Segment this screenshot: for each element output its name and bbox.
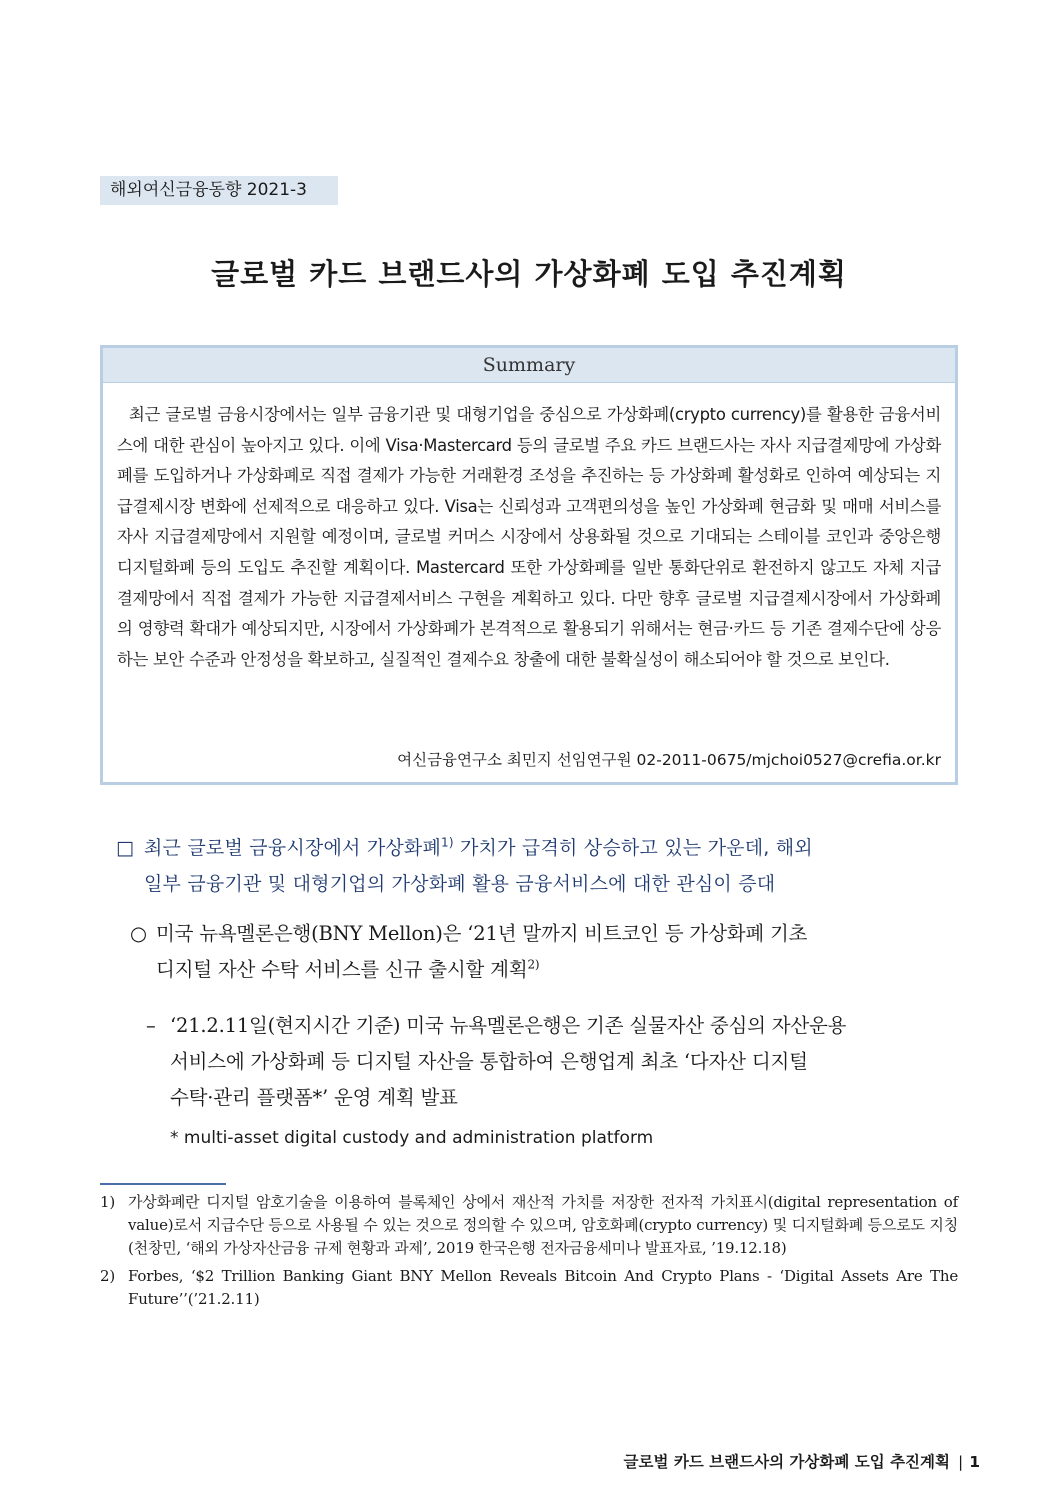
footnote-ref-2[interactable]: 2) bbox=[527, 957, 540, 972]
asterisk-note: * multi-asset digital custody and administration platform bbox=[170, 1128, 654, 1148]
sub-point-2-text-1: ‘21.2.11일(현지시간 기준) 미국 뉴욕멜론은행은 기존 실물자산 중심의 자산운용 bbox=[170, 1014, 847, 1037]
series-tag: 해외여신금융동향 2021-3 bbox=[100, 176, 338, 205]
sub-point-2-line-2: 서비스에 가상화폐 등 디지털 자산을 통합하여 은행업계 최초 ‘다자산 디지털 bbox=[170, 1050, 808, 1073]
page-number: 1 bbox=[969, 1453, 980, 1471]
summary-heading: Summary bbox=[103, 348, 955, 383]
sub-point-2-line-1 bbox=[146, 1008, 958, 1044]
footnote-ref-1[interactable]: 1) bbox=[441, 835, 454, 850]
summary-author: 여신금융연구소 최민지 선임연구원 02-2011-0675/mjchoi0527@crefia.or.kr bbox=[397, 751, 941, 769]
footer-separator: | bbox=[957, 1453, 964, 1471]
running-footer bbox=[624, 1450, 980, 1472]
footnote-text: 가상화폐란 디지털 암호기술을 이용하여 블록체인 상에서 재산적 가치를 저장한 전자적 가치표시(digital representation of value)로서 지급수단 등으로 사용될 수 있는 것으로 정의할 수 있으며, 암호화폐(crypto currency) 및 디지털화폐 등으로도 지칭(천창민, ‘해외 가상자산금융 규제 현황과 과제’, 2019 한국은행 전자금융세미나 발표자료, ’19.12.18) bbox=[128, 1193, 958, 1257]
footnote-divider bbox=[100, 1183, 226, 1185]
footnote-number: 1) bbox=[100, 1193, 115, 1211]
footnote-text: Forbes, ‘$2 Trillion Banking Giant BNY Mellon Reveals Bitcoin And Crypto Plans - ‘Digital Assets Are The Future’’(’21.2.11) bbox=[128, 1267, 958, 1308]
circle-bullet-icon: ○ bbox=[130, 922, 147, 945]
footnote-number: 2) bbox=[100, 1267, 115, 1285]
sub-point-2 bbox=[146, 1008, 958, 1116]
main-point-text-1b: 가치가 급격히 상승하고 있는 가운데, 해외 bbox=[453, 837, 813, 859]
sub-point-1-text-1: 미국 뉴욕멜론은행(BNY Mellon)은 ‘21년 말까지 비트코인 등 가상화폐 기초 bbox=[156, 922, 808, 945]
sub-point-1 bbox=[130, 916, 958, 988]
footnotes bbox=[100, 1191, 958, 1316]
page-title: 글로벌 카드 브랜드사의 가상화폐 도입 추진계획 bbox=[211, 257, 847, 291]
footnote-item bbox=[100, 1191, 958, 1260]
summary-box bbox=[100, 345, 958, 785]
main-point-line-1 bbox=[116, 830, 958, 866]
main-point bbox=[116, 830, 958, 902]
main-point-line-2: 일부 금융기관 및 대형기업의 가상화폐 활용 금융서비스에 대한 관심이 증대 bbox=[144, 873, 776, 895]
square-bullet-icon: □ bbox=[116, 837, 135, 859]
summary-body: 최근 글로벌 금융시장에서는 일부 금융기관 및 대형기업을 중심으로 가상화폐(crypto currency)를 활용한 금융서비스에 대한 관심이 높아지고 있다. 이에 Visa·Mastercard 등의 글로벌 주요 카드 브랜드사는 자사 지급결제망에 가상화폐를 도입하거나 가상화폐로 직접 결제가 가능한 거래환경 조성을 추진하는 등 가상화폐 활성화로 인하여 예상되는 지급결제시장 변화에 선제적으로 대응하고 있다. Visa는 신뢰성과 고객편의성을 높인 가상화폐 현금화 및 매매 서비스를 자사 지급결제망에서 지원할 예정이며, 글로벌 커머스 시장에서 상용화될 것으로 기대되는 스테이블 코인과 중앙은행 디지털화폐 등의 도입도 추진할 계획이다. Mastercard 또한 가상화폐를 일반 통화단위로 환전하지 않고도 자체 지급결제망에서 직접 결제가 가능한 지급결제서비스 구현을 계획하고 있다. 다만 향후 글로벌 지급결제시장에서 가상화폐의 영향력 확대가 예상되지만, 시장에서 가상화폐가 본격적으로 활용되기 위해서는 현금·카드 등 기존 결제수단에 상응하는 보안 수준과 안정성을 확보하고, 실질적인 결제수요 창출에 대한 불확실성이 해소되어야 할 것으로 보인다. bbox=[117, 405, 941, 669]
sub-point-1-text-2: 디지털 자산 수탁 서비스를 신규 출시할 계획 bbox=[156, 958, 528, 981]
main-point-text-1a: 최근 글로벌 금융시장에서 가상화폐 bbox=[144, 837, 442, 859]
dash-bullet-icon: – bbox=[146, 1014, 156, 1037]
sub-point-1-line-2 bbox=[130, 952, 958, 988]
sub-point-1-line-1 bbox=[130, 916, 958, 952]
sub-point-2-line-3: 수탁·관리 플랫폼*’ 운영 계획 발표 bbox=[170, 1086, 458, 1109]
footnote-item bbox=[100, 1265, 958, 1311]
footer-title: 글로벌 카드 브랜드사의 가상화폐 도입 추진계획 bbox=[623, 1453, 950, 1471]
